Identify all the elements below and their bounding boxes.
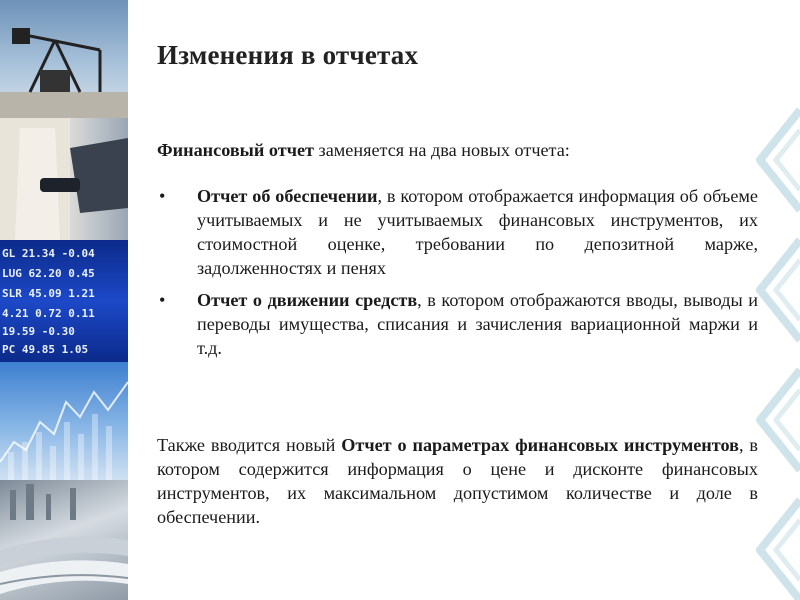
outro-paragraph xyxy=(157,433,758,529)
list-item xyxy=(157,288,758,360)
intro-paragraph xyxy=(157,138,758,162)
bullet-rest: , в котором отображается информация об объеме учитываемых и не учитываемых финансовых инструментов, их стоимостной оценке, требовании по депозитной марже, задолженностях и пенях xyxy=(197,186,758,278)
ticker-line-2: LUG 62.20 0.45 xyxy=(2,267,95,280)
ticker-line-3: SLR 45.09 1.21 xyxy=(2,287,95,300)
pipeline-photo xyxy=(0,480,128,600)
bullet-bold: Отчет о движении средств xyxy=(197,290,418,310)
bullet-icon: • xyxy=(159,186,166,206)
bullet-rest: , в котором отображаются вводы, выводы и переводы имущества, списания и зачисления вариационной маржи и т.д. xyxy=(197,290,758,358)
ticker-line-4: 4.21 0.72 0.11 xyxy=(2,307,95,320)
bullet-bold: Отчет об обеспечении xyxy=(197,186,378,206)
left-image-strip xyxy=(0,0,128,600)
fuel-nozzle-photo xyxy=(0,118,128,240)
oil-pump-photo xyxy=(0,0,128,118)
outro-bold: Отчет о параметрах финансовых инструментов xyxy=(341,435,739,455)
report-list xyxy=(157,184,758,368)
page-title: Изменения в отчетах xyxy=(157,40,419,70)
ticker-line-6: PC 49.85 1.05 xyxy=(2,343,89,356)
ticker-line-1: GL 21.34 -0.04 xyxy=(2,247,95,260)
chart-photo xyxy=(0,362,128,480)
bullet-icon: • xyxy=(159,290,166,310)
list-item xyxy=(157,184,758,280)
intro-bold: Финансовый отчет xyxy=(157,140,314,160)
stock-ticker-photo xyxy=(0,240,128,362)
outro-pre: Также вводится новый xyxy=(157,435,342,455)
intro-rest: заменяется на два новых отчета: xyxy=(313,140,570,160)
ticker-line-5: 19.59 -0.30 xyxy=(2,325,75,338)
outro-rest: , в котором содержится информация о цене и дисконте финансовых инструментов, их максимальном допустимом количестве и доле в обеспечении. xyxy=(157,435,758,527)
